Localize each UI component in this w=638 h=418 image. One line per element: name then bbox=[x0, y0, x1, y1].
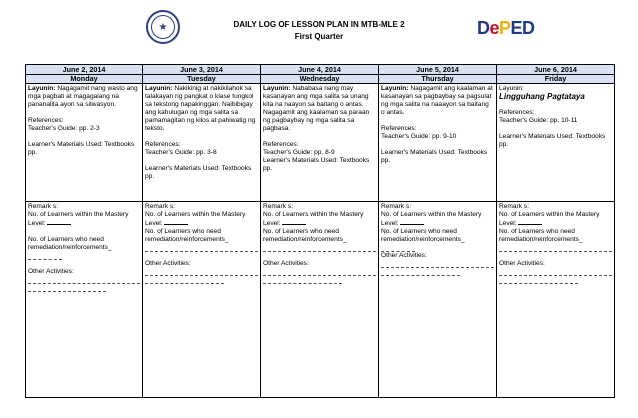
remarks-label: Remark s: bbox=[145, 203, 176, 210]
remediation-blank[interactable] bbox=[499, 245, 612, 252]
remediation-label: No. of Learners who need remediation/reinforcements_ bbox=[145, 228, 229, 243]
objective-cell-friday bbox=[497, 84, 615, 202]
teachers-guide: Teacher's Guide: pp. 8-9 bbox=[263, 149, 335, 156]
objective-text: Nagagamit nang wasto ang mga pagbati at magagalang na pananalita ayon sa sitwasyon. bbox=[28, 85, 138, 108]
objective-text: Nagagamit ang kaalaman at kasanayan sa pagbaybay sa pagsulat ng mga salita na naaayon sa baitang o antas. bbox=[381, 85, 493, 116]
remarks-cell-friday bbox=[497, 202, 615, 398]
remarks-label: Remark s: bbox=[381, 203, 412, 210]
remarks-label: Remark s: bbox=[28, 203, 59, 210]
mastery-label: No. of Learners within the Mastery Level: bbox=[263, 211, 364, 227]
activities-blank[interactable] bbox=[499, 277, 578, 284]
remarks-cell-tuesday bbox=[143, 202, 261, 398]
activities-blank[interactable] bbox=[263, 277, 342, 284]
remediation-label: No. of Learners who need remediation/reinforcements_ bbox=[381, 228, 465, 243]
date-cell: June 5, 2014 bbox=[379, 65, 497, 75]
teachers-guide: Teacher's Guide: pp. 9-10 bbox=[381, 133, 457, 140]
mastery-label: No. of Learners within the Mastery Level: bbox=[381, 211, 482, 227]
remediation-blank[interactable] bbox=[28, 253, 62, 260]
references-label: References: bbox=[381, 125, 417, 132]
date-cell: June 2, 2014 bbox=[26, 65, 143, 75]
day-cell: Monday bbox=[26, 75, 143, 84]
deped-logo: DePED bbox=[477, 17, 535, 38]
teachers-guide: Teacher's Guide: pp. 10-11 bbox=[499, 117, 578, 124]
mastery-blank[interactable] bbox=[518, 219, 542, 225]
remediation-label: No. of Learners who need remediation/reinforcements_ bbox=[499, 228, 583, 243]
remediation-blank[interactable] bbox=[263, 245, 376, 252]
objective-text: Lingguhang Pagtataya bbox=[499, 92, 585, 101]
learners-materials: Learner's Materials Used: Textbooks pp. bbox=[499, 133, 606, 148]
mastery-blank[interactable] bbox=[282, 219, 306, 225]
activities-blank[interactable] bbox=[499, 269, 612, 276]
remarks-cell-monday bbox=[26, 202, 143, 398]
teachers-guide: Teacher's Guide: pp. 2-3 bbox=[28, 125, 100, 132]
day-cell: Wednesday bbox=[261, 75, 379, 84]
activities-blank[interactable] bbox=[381, 269, 460, 276]
seal-emblem-icon: ★ bbox=[151, 15, 175, 39]
objective-label: Layunin: bbox=[145, 85, 173, 92]
day-cell: Friday bbox=[497, 75, 615, 84]
activities-blank[interactable] bbox=[263, 269, 376, 276]
learners-materials: Learner's Materials Used: Textbooks pp. bbox=[145, 165, 252, 180]
references-label: References: bbox=[263, 141, 299, 148]
other-activities-label: Other Activities: bbox=[145, 260, 191, 267]
mastery-blank[interactable] bbox=[164, 219, 188, 225]
mastery-label: No. of Learners within the Mastery Level: bbox=[499, 211, 600, 227]
learners-materials: Learner's Materials Used: Textbooks pp. bbox=[381, 149, 488, 164]
objective-cell-monday bbox=[26, 84, 143, 202]
objective-label: Layunin: bbox=[381, 85, 409, 92]
remarks-cell-thursday bbox=[379, 202, 497, 398]
remarks-cell-wednesday bbox=[261, 202, 379, 398]
mastery-blank[interactable] bbox=[47, 219, 71, 225]
quarter-label: First Quarter bbox=[294, 32, 344, 41]
remarks-label: Remark s: bbox=[499, 203, 530, 210]
date-cell: June 3, 2014 bbox=[143, 65, 261, 75]
other-activities-label: Other Activities: bbox=[499, 260, 545, 267]
remediation-label: No. of Learners who need remediation/reinforcements_ bbox=[263, 228, 347, 243]
mastery-label: No. of Learners within the Mastery Level: bbox=[145, 211, 246, 227]
learners-materials: Learner's Materials Used: Textbooks pp. bbox=[263, 157, 370, 172]
objective-label: Layunin: bbox=[263, 85, 291, 92]
remarks-label: Remark s: bbox=[263, 203, 294, 210]
activities-blank[interactable] bbox=[28, 285, 106, 292]
day-cell: Tuesday bbox=[143, 75, 261, 84]
activities-blank[interactable] bbox=[381, 261, 494, 268]
day-row bbox=[26, 75, 615, 84]
other-activities-label: Other Activities: bbox=[263, 260, 309, 267]
references-label: References: bbox=[499, 109, 535, 116]
remediation-label: No. of Learners who need remediation/reinforcements_ bbox=[28, 236, 112, 251]
objective-label: Layunin: bbox=[28, 85, 56, 92]
date-row bbox=[26, 65, 615, 75]
remarks-row bbox=[26, 202, 615, 398]
objective-text: Nababasa nang may kasanayan ang mga salita sa unang kita na naayon sa baitang o antas. Nagagamit ang kaalaman sa paraan ng pagbaybay ng mga salita sa pagbasa. bbox=[263, 85, 370, 132]
activities-blank[interactable] bbox=[28, 277, 140, 284]
references-label: References: bbox=[28, 117, 64, 124]
remediation-blank[interactable] bbox=[145, 245, 258, 252]
objective-cell-tuesday bbox=[143, 84, 261, 202]
objectives-row bbox=[26, 84, 615, 202]
references-label: References: bbox=[145, 141, 181, 148]
learners-materials: Learner's Materials Used: Textbooks pp. bbox=[28, 141, 135, 156]
objective-cell-thursday bbox=[379, 84, 497, 202]
other-activities-label: Other Activities: bbox=[28, 268, 74, 275]
other-activities-label: Other Activities: bbox=[381, 252, 427, 259]
mastery-blank[interactable] bbox=[400, 219, 424, 225]
remediation-blank[interactable] bbox=[381, 245, 415, 252]
mastery-label: No. of Learners within the Mastery Level: bbox=[28, 211, 129, 227]
date-cell: June 6, 2014 bbox=[497, 65, 615, 75]
document-title: DAILY LOG OF LESSON PLAN IN MTB-MLE 2 bbox=[233, 20, 405, 29]
objective-text: Nakikinig at nakikilahok sa talakayan ng pangkat o klase tungkol sa tekstong napakinggan. Naibibigay ang kahulugan ng mga salita sa pamamagitan ng kilos at pahiwatig ng teksto. bbox=[145, 85, 256, 132]
activities-blank[interactable] bbox=[145, 269, 258, 276]
teachers-guide: Teacher's Guide: pp. 3-8 bbox=[145, 149, 217, 156]
lesson-log-table bbox=[25, 64, 615, 398]
objective-cell-wednesday bbox=[261, 84, 379, 202]
activities-blank[interactable] bbox=[145, 277, 224, 284]
day-cell: Thursday bbox=[379, 75, 497, 84]
date-cell: June 4, 2014 bbox=[261, 65, 379, 75]
objective-label: Layunin: bbox=[499, 85, 524, 92]
